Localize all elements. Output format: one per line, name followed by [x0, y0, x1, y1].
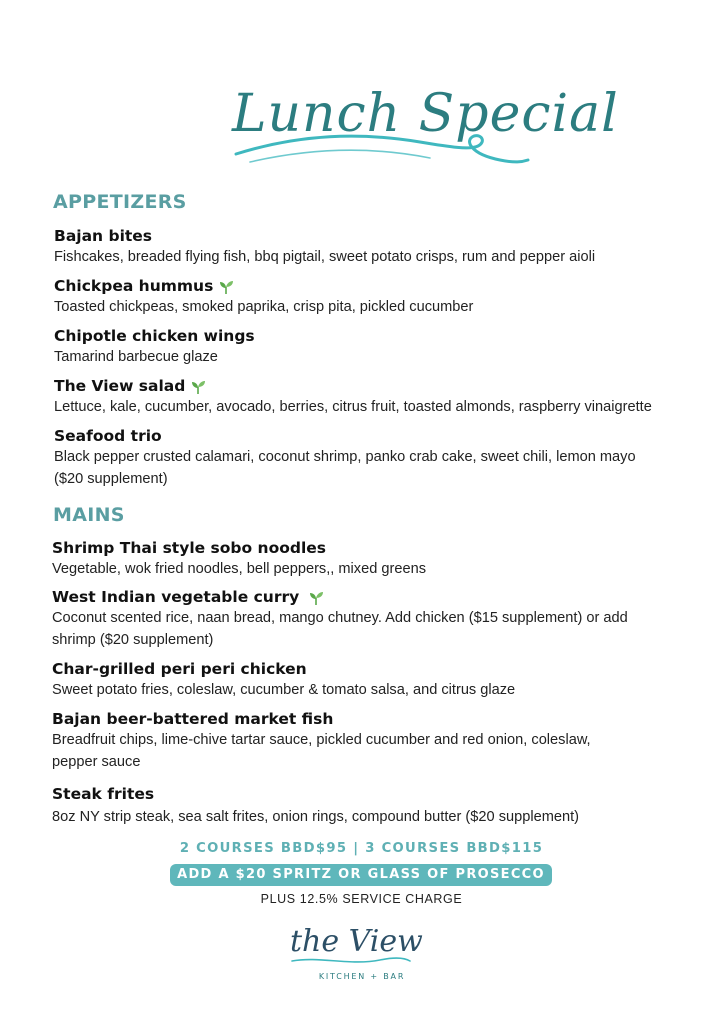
promo-badge: ADD A $20 SPRITZ OR GLASS OF PROSECCO	[170, 864, 552, 886]
logo-wave-icon	[280, 954, 444, 968]
sprout-icon	[308, 590, 324, 606]
section-heading-appetizers: APPETIZERS	[53, 191, 187, 213]
menu-item	[52, 784, 692, 828]
logo-name: the View	[290, 924, 423, 959]
item-description: 8oz NY strip steak, sea salt frites, onion rings, compound butter ($20 supplement)	[52, 809, 579, 825]
menu-item	[52, 538, 692, 580]
item-description: Breadfruit chips, lime-chive tartar sauce, pickled cucumber and red onion, coleslaw, pepper sauce	[52, 732, 591, 770]
item-name: Shrimp Thai style sobo noodles	[52, 539, 327, 557]
item-description: Vegetable, wok fried noodles, bell peppers,, mixed greens	[52, 561, 426, 577]
restaurant-logo	[280, 924, 444, 988]
menu-item	[54, 376, 694, 418]
menu-item	[54, 326, 694, 368]
item-name: Chickpea hummus	[54, 276, 694, 296]
item-description: Coconut scented rice, naan bread, mango chutney. Add chicken ($15 supplement) or add shrimp ($20 supplement)	[52, 610, 628, 648]
logo-subtitle: KITCHEN + BAR	[318, 972, 406, 981]
item-name: Char-grilled peri peri chicken	[52, 660, 307, 678]
menu-title-block	[0, 70, 723, 180]
sprout-icon	[218, 279, 234, 295]
menu-item	[52, 587, 632, 651]
item-description: Lettuce, kale, cucumber, avocado, berries, citrus fruit, toasted almonds, raspberry vinaigrette	[54, 399, 652, 415]
item-description: Tamarind barbecue glaze	[54, 349, 218, 365]
item-description: Fishcakes, breaded flying fish, bbq pigtail, sweet potato crisps, rum and pepper aioli	[54, 249, 596, 265]
service-charge-note: PLUS 12.5% SERVICE CHARGE	[260, 892, 463, 906]
item-name: West Indian vegetable curry	[52, 587, 632, 607]
item-description: Black pepper crusted calamari, coconut shrimp, panko crab cake, sweet chili, lemon mayo ($20 supplement)	[54, 449, 636, 487]
menu-item	[54, 426, 654, 490]
item-description: Sweet potato fries, coleslaw, cucumber & tomato salsa, and citrus glaze	[52, 682, 516, 698]
item-name: The View salad	[54, 376, 694, 396]
item-name: Bajan bites	[54, 227, 153, 245]
menu-item	[52, 709, 637, 773]
item-name: Bajan beer-battered market fish	[52, 710, 334, 728]
item-name: Steak frites	[52, 785, 155, 803]
menu-title: Lunch Special	[232, 84, 619, 144]
menu-item	[54, 226, 694, 268]
item-name: Chipotle chicken wings	[54, 327, 255, 345]
item-description: Toasted chickpeas, smoked paprika, crisp pita, pickled cucumber	[54, 299, 474, 315]
sprout-icon	[190, 379, 206, 395]
item-name: Seafood trio	[54, 427, 162, 445]
menu-item	[52, 659, 692, 701]
section-heading-mains: MAINS	[53, 504, 125, 526]
title-swoosh-decoration	[0, 70, 723, 180]
course-prices: 2 COURSES BBD$95 | 3 COURSES BBD$115	[179, 841, 544, 856]
menu-item	[54, 276, 694, 318]
